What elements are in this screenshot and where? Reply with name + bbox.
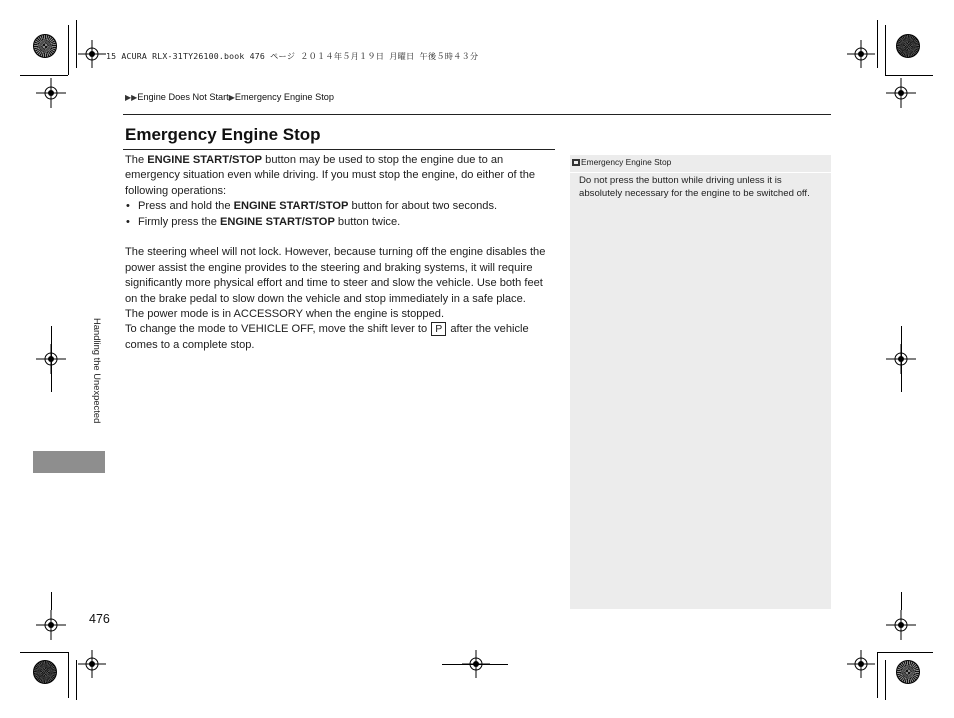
text: button for about two seconds. xyxy=(348,200,498,213)
main-content xyxy=(125,153,557,353)
registration-crosshair-icon xyxy=(78,40,106,68)
crop-line xyxy=(885,75,933,76)
crop-line xyxy=(76,660,77,700)
crop-line xyxy=(20,652,68,653)
sidebar-heading-text: Emergency Engine Stop xyxy=(581,157,672,167)
breadcrumb-item[interactable]: Emergency Engine Stop xyxy=(234,92,334,102)
breadcrumb xyxy=(125,92,334,102)
text: button twice. xyxy=(334,215,401,228)
registration-crosshair-icon xyxy=(847,40,875,68)
breadcrumb-item[interactable]: Engine Does Not Start xyxy=(137,92,229,102)
steering-paragraph: The steering wheel will not lock. However, because turning off the engine disables the power assist the engine provides to the steering and braking systems, it will require significantly more physical effort and time to steer and slow the vehicle. Use both feet on the brake pedal to slow down the vehicle and stop immediately in a safe place. xyxy=(125,246,546,305)
registration-crosshair-icon xyxy=(36,78,66,108)
color-rosette-icon xyxy=(33,34,57,58)
text: The xyxy=(125,154,148,166)
crop-line xyxy=(877,652,878,698)
registration-crosshair-icon xyxy=(847,650,875,678)
section-tab xyxy=(33,451,105,473)
text: button may be used to stop the engine due to an emergency situation even while driving. If you must stop the engine, do either of the following operations: xyxy=(125,154,536,197)
crop-line xyxy=(20,75,68,76)
page-number: 476 xyxy=(89,612,110,626)
sidebar-heading xyxy=(570,155,831,173)
button-name: ENGINE START/STOP xyxy=(219,215,335,228)
title-rule xyxy=(123,149,555,150)
triangle-right-icon: ▶▶ xyxy=(125,93,138,102)
text: after the vehicle comes to a complete stop. xyxy=(125,323,529,351)
button-name: ENGINE START/STOP xyxy=(233,200,349,213)
registration-crosshair-icon xyxy=(36,610,66,640)
operation-list xyxy=(125,199,557,230)
color-rosette-icon xyxy=(33,660,57,684)
text: Firmly press the xyxy=(138,215,220,228)
registration-crosshair-icon xyxy=(886,610,916,640)
page-title: Emergency Engine Stop xyxy=(125,125,321,144)
intro-paragraph xyxy=(125,153,557,199)
crop-line xyxy=(877,20,878,68)
park-key-icon: P xyxy=(431,322,446,336)
color-rosette-icon xyxy=(896,660,920,684)
crop-line xyxy=(68,652,69,698)
crop-line xyxy=(51,592,52,610)
crop-line xyxy=(885,660,886,700)
sidebar-note xyxy=(570,155,831,609)
text: Press and hold the xyxy=(138,200,234,213)
vehicle-off-paragraph xyxy=(125,322,557,353)
color-rosette-icon xyxy=(896,34,920,58)
print-file-info: 15 ACURA RLX-31TY26100.book 476 ページ ２０１４年５月１９日 月曜日 午後５時４３分 xyxy=(106,51,479,61)
section-label: Handling the Unexpected xyxy=(92,318,103,424)
crop-line xyxy=(901,592,902,610)
reference-box-icon xyxy=(572,159,580,166)
list-item xyxy=(125,215,557,230)
crop-line xyxy=(51,326,52,392)
header-rule xyxy=(123,114,831,115)
crop-line xyxy=(885,25,886,75)
list-item xyxy=(125,199,557,214)
registration-crosshair-icon xyxy=(78,650,106,678)
triangle-right-icon: ▶ xyxy=(228,93,235,102)
power-mode-paragraph: The power mode is in ACCESSORY when the engine is stopped. xyxy=(125,308,445,321)
button-name: ENGINE START/STOP xyxy=(147,154,263,166)
crop-line xyxy=(68,25,69,75)
crop-line xyxy=(877,652,933,653)
crop-line xyxy=(901,326,902,392)
crop-line xyxy=(76,20,77,68)
registration-crosshair-icon xyxy=(886,78,916,108)
sidebar-text: Do not press the button while driving unless it is absolutely necessary for the engine to be switched off. xyxy=(579,175,810,200)
crop-line xyxy=(442,664,508,665)
text: To change the mode to VEHICLE OFF, move the shift lever to xyxy=(125,323,431,336)
